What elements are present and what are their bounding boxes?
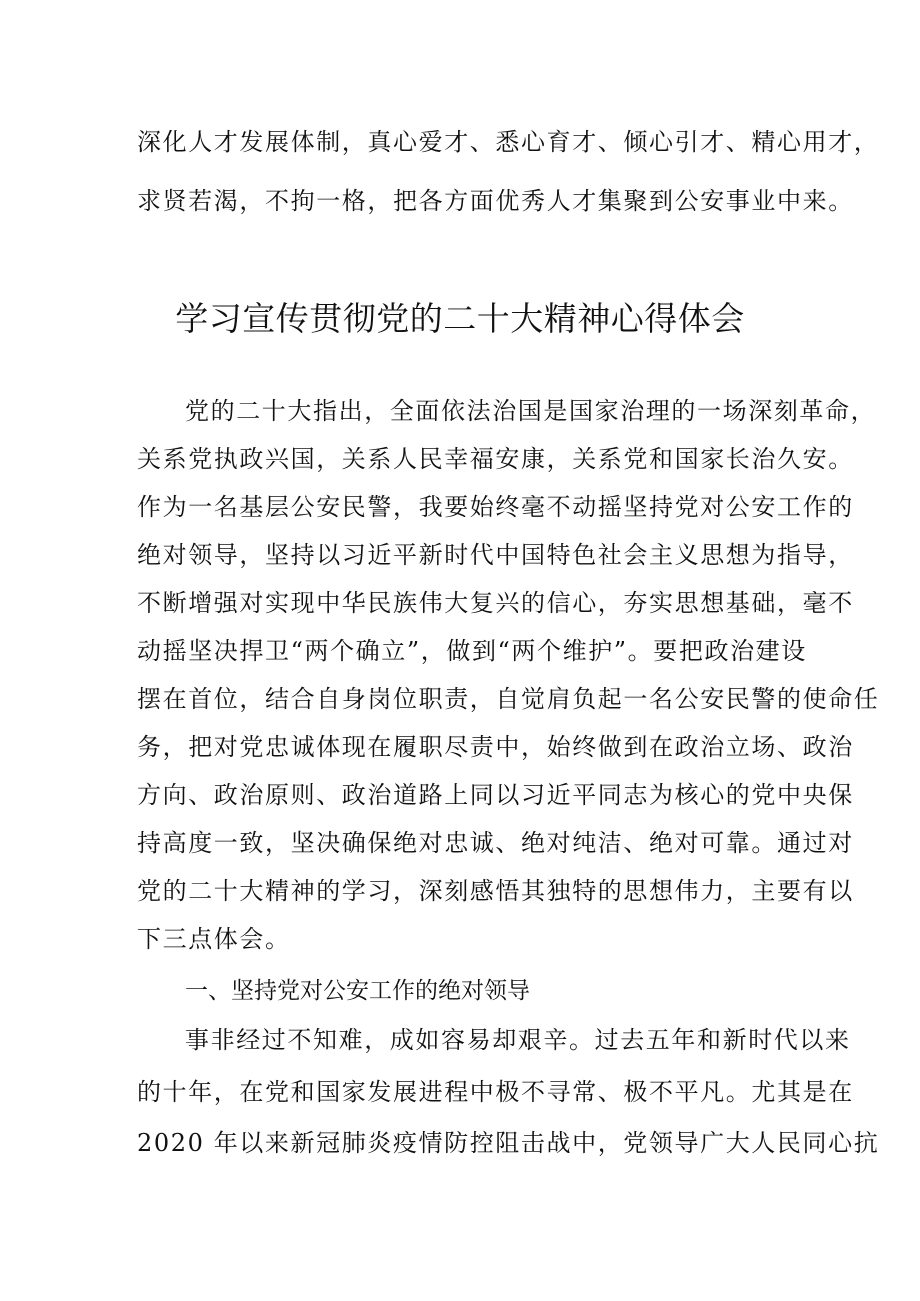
text-line: 关系党执政兴国，关系人民幸福安康，关系党和国家长治久安。 [137, 445, 854, 473]
text-line: 作为一名基层公安民警，我要始终毫不动摇坚持党对公安工作的 [137, 493, 854, 521]
text-line: 事非经过不知难，成如容易却艰辛。过去五年和新时代以来 [185, 1026, 851, 1054]
text-line: 2020 年以来新冠肺炎疫情防控阻击战中，党领导广大人民同心抗 [137, 1129, 880, 1157]
document-title: 学习宣传贯彻党的二十大精神心得体会 [175, 299, 745, 338]
text-line: 党的二十大指出，全面依法治国是国家治理的一场深刻革命， [185, 397, 877, 425]
text-line: 不断增强对实现中华民族伟大复兴的信心，夯实思想基础，毫不 [137, 589, 854, 617]
text-line: 的十年，在党和国家发展进程中极不寻常、极不平凡。尤其是在 [137, 1078, 854, 1106]
section-heading: 一、坚持党对公安工作的绝对领导 [185, 978, 530, 1004]
text-line: 方向、政治原则、政治道路上同以习近平同志为核心的党中央保 [137, 781, 854, 809]
text-line: 持高度一致，坚决确保绝对忠诚、绝对纯洁、绝对可靠。通过对 [137, 829, 854, 857]
text-line: 动摇坚决捍卫“两个确立”，做到“两个维护”。要把政治建设 [137, 637, 807, 665]
text-line: 党的二十大精神的学习，深刻感悟其独特的思想伟力，主要有以 [137, 877, 854, 905]
text-line: 摆在首位，结合自身岗位职责，自觉肩负起一名公安民警的使命任 [137, 685, 880, 713]
text-line: 求贤若渴，不拘一格，把各方面优秀人才集聚到公安事业中来。 [137, 187, 854, 215]
text-line: 绝对领导，坚持以习近平新时代中国特色社会主义思想为指导， [137, 541, 854, 569]
text-line: 下三点体会。 [137, 925, 291, 953]
text-line: 务，把对党忠诚体现在履职尽责中，始终做到在政治立场、政治 [137, 733, 854, 761]
text-line: 深化人才发展体制，真心爱才、悉心育才、倾心引才、精心用才， [137, 128, 880, 156]
